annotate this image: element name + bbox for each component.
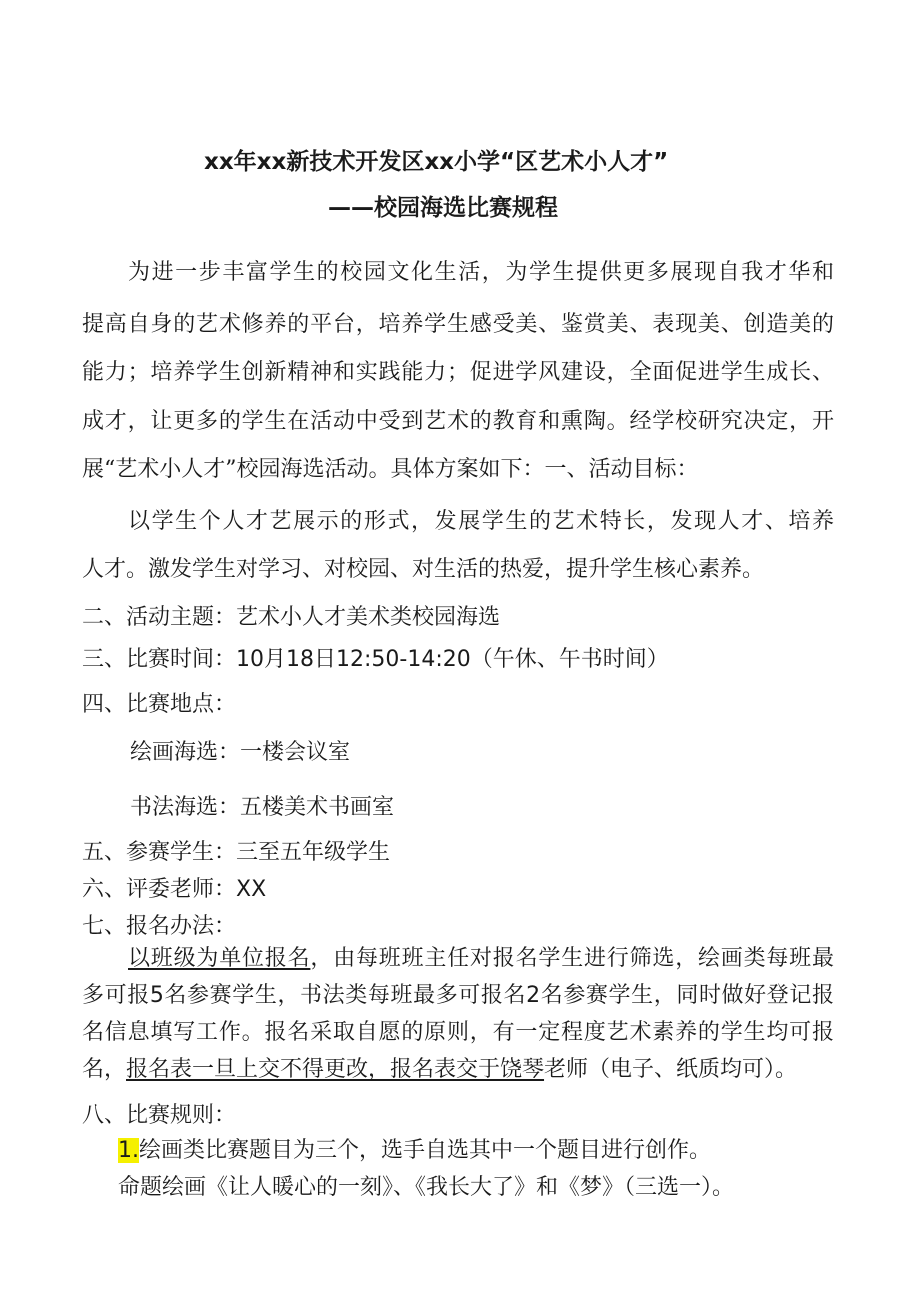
judges-value: XX bbox=[236, 877, 267, 902]
calligraphy-quota: 2 bbox=[526, 983, 541, 1008]
registration-line-2c: 名参赛学生，同时做好登记报 bbox=[540, 983, 834, 1008]
section-time bbox=[82, 645, 669, 675]
intro-line-1: 为进一步丰富学生的校园文化生活，为学生提供更多展现自我才华和 bbox=[128, 260, 834, 285]
title-line-2: ——校园海选比赛规程 bbox=[328, 195, 558, 221]
venue-painting: 绘画海选：一楼会议室 bbox=[130, 740, 351, 765]
section-registration-label: 七、报名办法： bbox=[82, 914, 237, 939]
registration-line-1-rest: ，由每班班主任对报名学生进行筛选，绘画类每班最 bbox=[310, 946, 834, 971]
intro-line-3: 能力；培养学生创新精神和实践能力；促进学风建设，全面促进学生成长、 bbox=[82, 360, 834, 385]
section-participants: 五、参赛学生：三至五年级学生 bbox=[82, 840, 391, 865]
registration-line-4-start: 名， bbox=[82, 1057, 127, 1082]
intro-line-5: 展“艺术小人才”校园海选活动。具体方案如下：一、活动目标： bbox=[82, 457, 699, 482]
section-judges bbox=[82, 875, 266, 905]
registration-unit-underlined: 以班级为单位报名 bbox=[128, 946, 311, 971]
title-line-1: xx年xx新技术开发区xx小学“区艺术小人才” bbox=[204, 149, 669, 175]
registration-line-2 bbox=[82, 981, 834, 1011]
section-venue-label: 四、比赛地点： bbox=[82, 692, 237, 717]
venue-calligraphy: 书法海选：五楼美术书画室 bbox=[130, 795, 395, 820]
rule-item-1 bbox=[118, 1136, 711, 1166]
rule-topics: 命题绘画《让人暖心的一刻》、《我长大了》和《梦》（三选一）。 bbox=[118, 1175, 735, 1200]
registration-line-2a: 多可报 bbox=[82, 983, 150, 1008]
registration-line-3: 名信息填写工作。报名采取自愿的原则，有一定程度艺术素养的学生均可报 bbox=[82, 1020, 834, 1045]
time-note: （午休、午书时间） bbox=[470, 647, 669, 672]
section-theme: 二、活动主题：艺术小人才美术类校园海选 bbox=[82, 605, 501, 630]
time-label: 三、比赛时间： bbox=[82, 647, 237, 672]
rule-item-1-text: 绘画类比赛题目为三个，选手自选其中一个题目进行创作。 bbox=[139, 1138, 712, 1163]
judges-label: 六、评委老师： bbox=[82, 877, 237, 902]
intro-line-4: 成才，让更多的学生在活动中受到艺术的教育和熏陶。经学校研究决定，开 bbox=[82, 409, 834, 434]
time-value: 10月18日12:50-14:20 bbox=[236, 647, 471, 672]
registration-line-1 bbox=[128, 944, 834, 974]
goal-line-1: 以学生个人才艺展示的形式，发展学生的艺术特长，发现人才、培养 bbox=[128, 509, 834, 534]
registration-form-underlined: 报名表一旦上交不得更改，报名表交于饶琴 bbox=[126, 1057, 545, 1082]
section-rules-label: 八、比赛规则： bbox=[82, 1103, 237, 1128]
registration-line-2b: 名参赛学生，书法类每班最多可报名 bbox=[163, 983, 527, 1008]
rule-item-1-number: 1. bbox=[118, 1138, 139, 1163]
painting-quota: 5 bbox=[149, 983, 164, 1008]
goal-line-2: 人才。激发学生对学习、对校园、对生活的热爱，提升学生核心素养。 bbox=[82, 557, 765, 582]
registration-line-4-end: 老师（电子、纸质均可）。 bbox=[544, 1057, 798, 1082]
intro-line-2: 提高自身的艺术修养的平台，培养学生感受美、鉴赏美、表现美、创造美的 bbox=[82, 312, 834, 337]
registration-line-4 bbox=[82, 1055, 797, 1085]
